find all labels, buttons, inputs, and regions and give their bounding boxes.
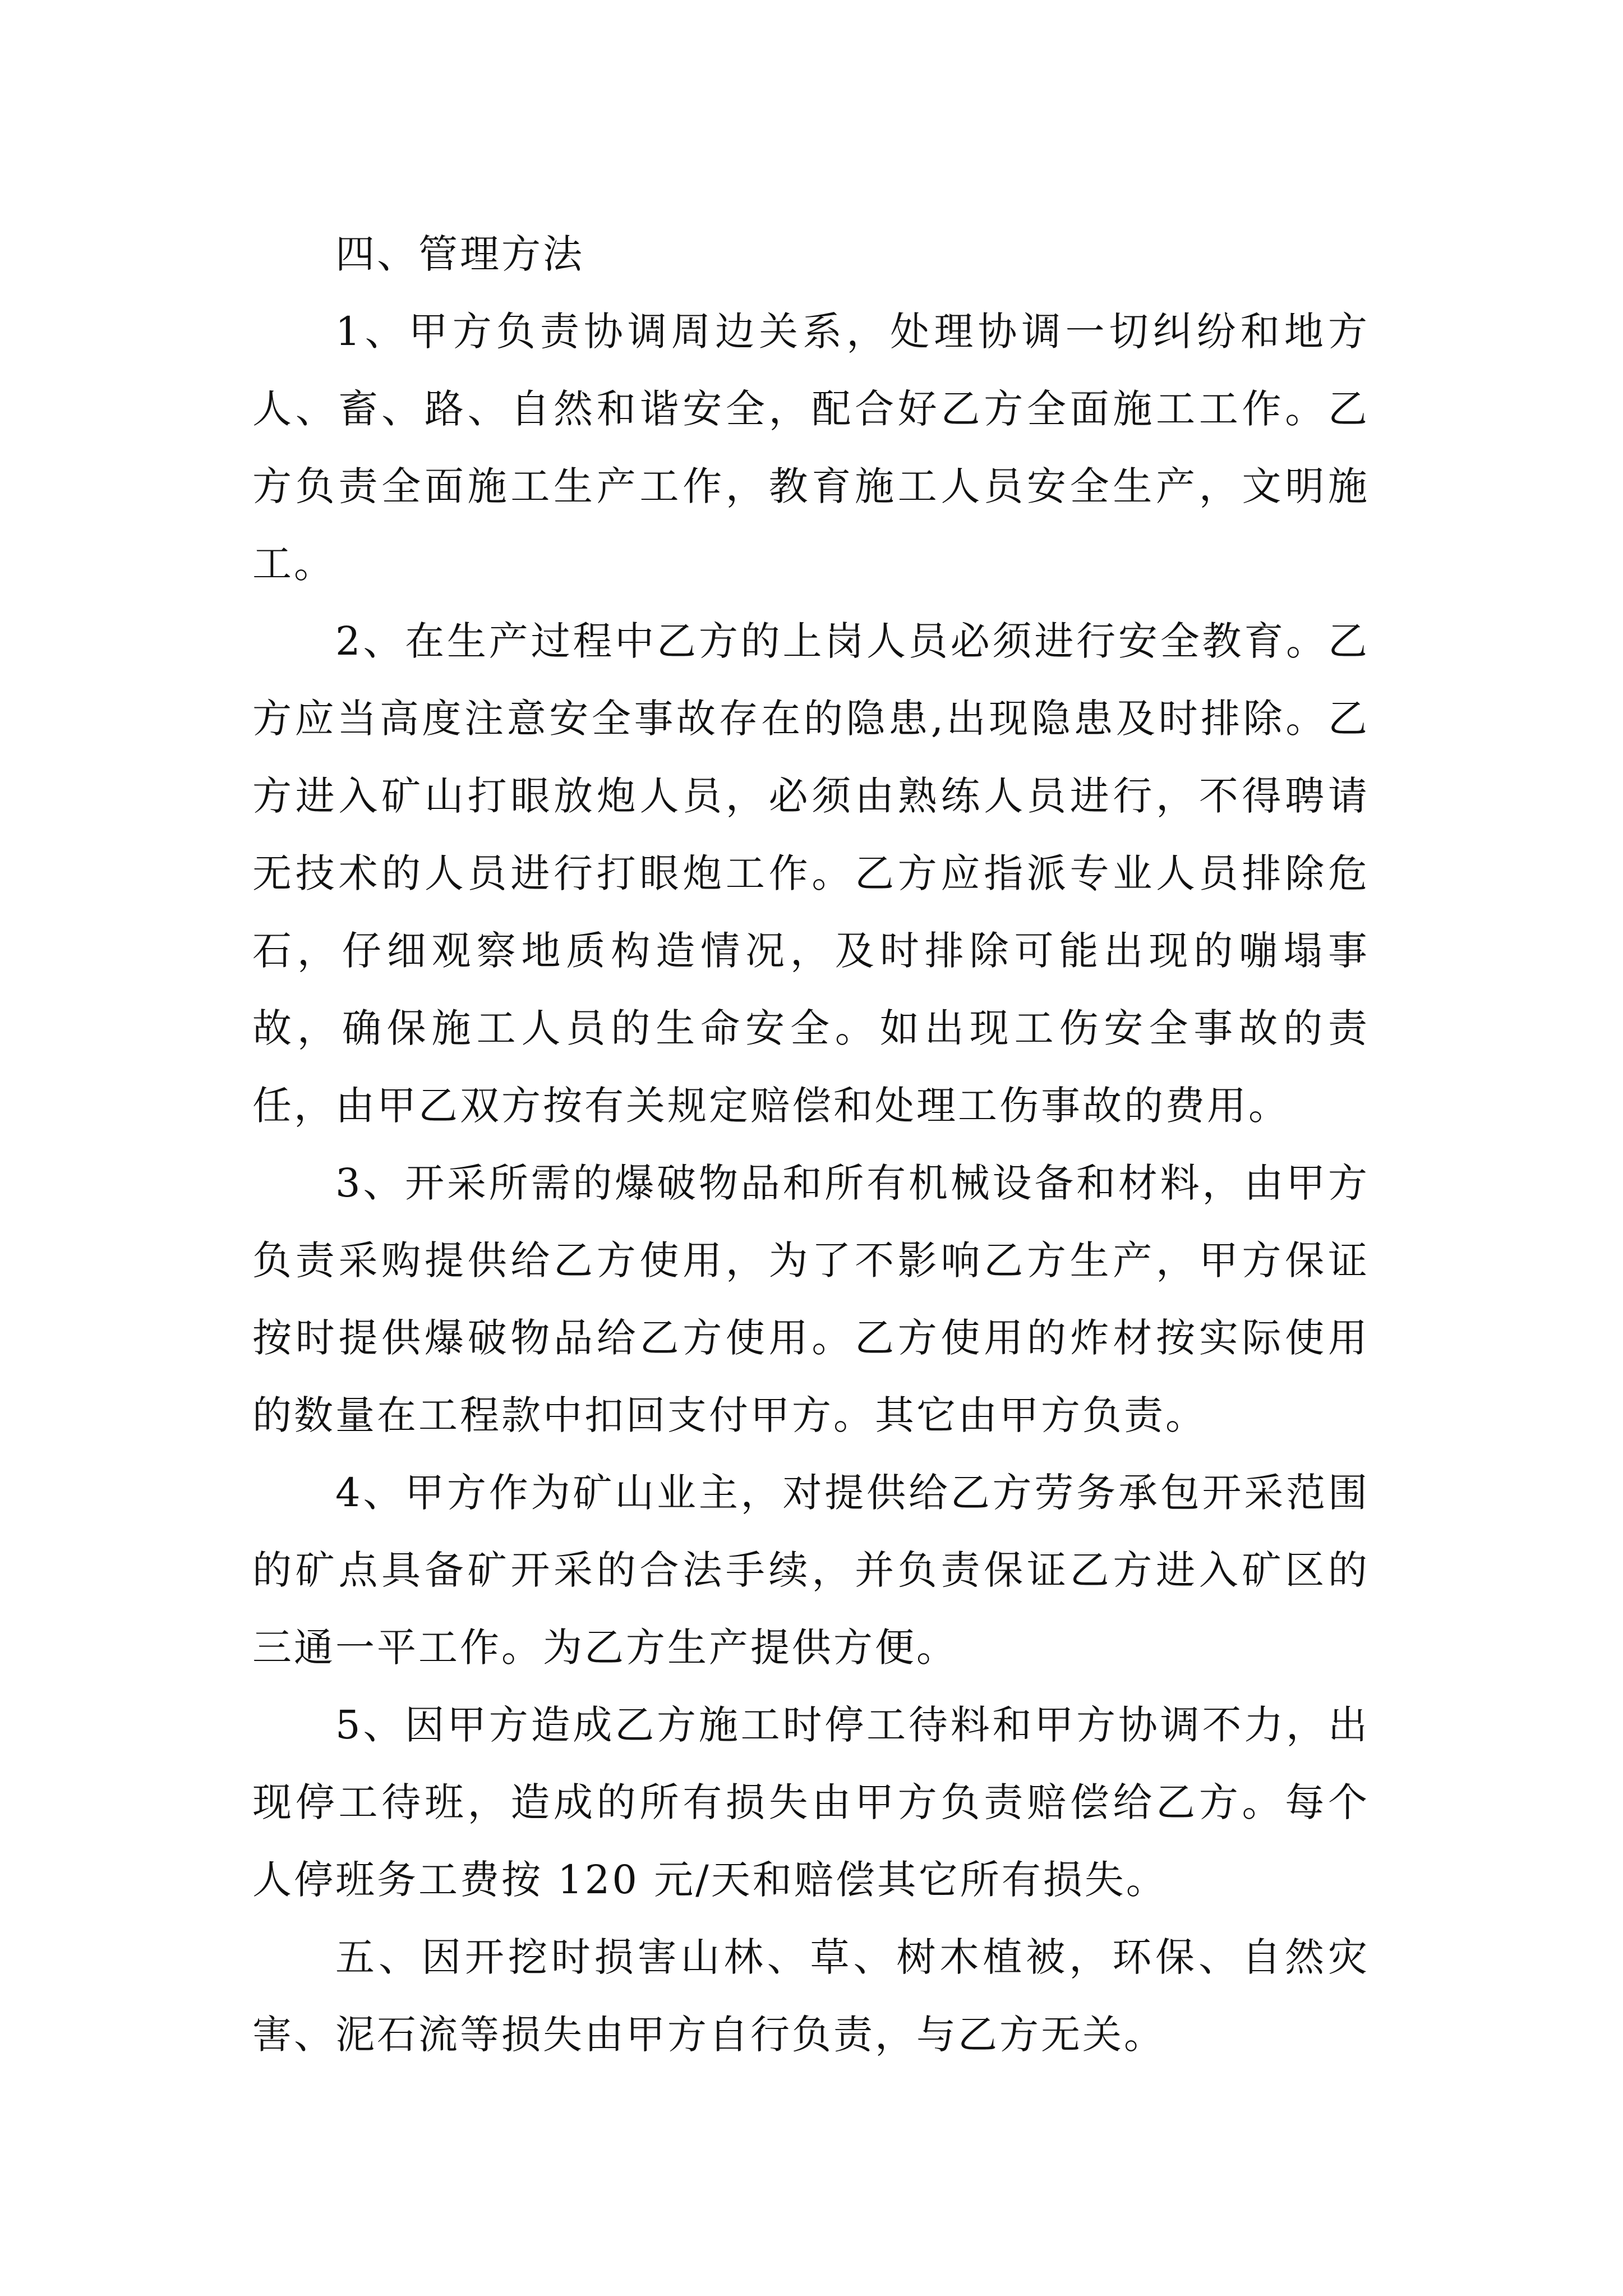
clause-4: 4、甲方作为矿山业主，对提供给乙方劳务承包开采范围的矿点具备矿开采的合法手续，并负责保证乙方进入矿区的三通一平工作。为乙方生产提供方便。 (252, 1470, 1370, 1671)
document-body (252, 215, 1370, 2073)
clause-5: 5、因甲方造成乙方施工时停工待料和甲方协调不力，出现停工待班，造成的所有损失由甲方负责赔偿给乙方。每个人停班务工费按 120 元/天和赔偿其它所有损失。 (252, 1702, 1370, 1903)
section-heading-management: 四、管理方法 (335, 231, 584, 277)
clause-1: 1、甲方负责协调周边关系，处理协调一切纠纷和地方人、畜、路、自然和谐安全，配合好乙方全面施工工作。乙方负责全面施工生产工作，教育施工人员安全生产，文明施工。 (252, 309, 1370, 587)
clause-3: 3、开采所需的爆破物品和所有机械设备和材料，由甲方负责采购提供给乙方使用，为了不影响乙方生产，甲方保证按时提供爆破物品给乙方使用。乙方使用的炸材按实际使用的数量在工程款中扣回支付甲方。其它由甲方负责。 (252, 1160, 1370, 1438)
clause-2: 2、在生产过程中乙方的上岗人员必须进行安全教育。乙方应当高度注意安全事故存在的隐患,出现隐患及时排除。乙方进入矿山打眼放炮人员，必须由熟练人员进行，不得聘请无技术的人员进行打眼炮工作。乙方应指派专业人员排除危石，仔细观察地质构造情况，及时排除可能出现的嘣塌事故，确保施工人员的生命安全。如出现工伤安全事故的责任，由甲乙双方按有关规定赔偿和处理工伤事故的费用。 (252, 618, 1370, 1129)
section-five: 五、因开挖时损害山林、草、树木植被，环保、自然灾害、泥石流等损失由甲方自行负责，与乙方无关。 (252, 1934, 1370, 2058)
